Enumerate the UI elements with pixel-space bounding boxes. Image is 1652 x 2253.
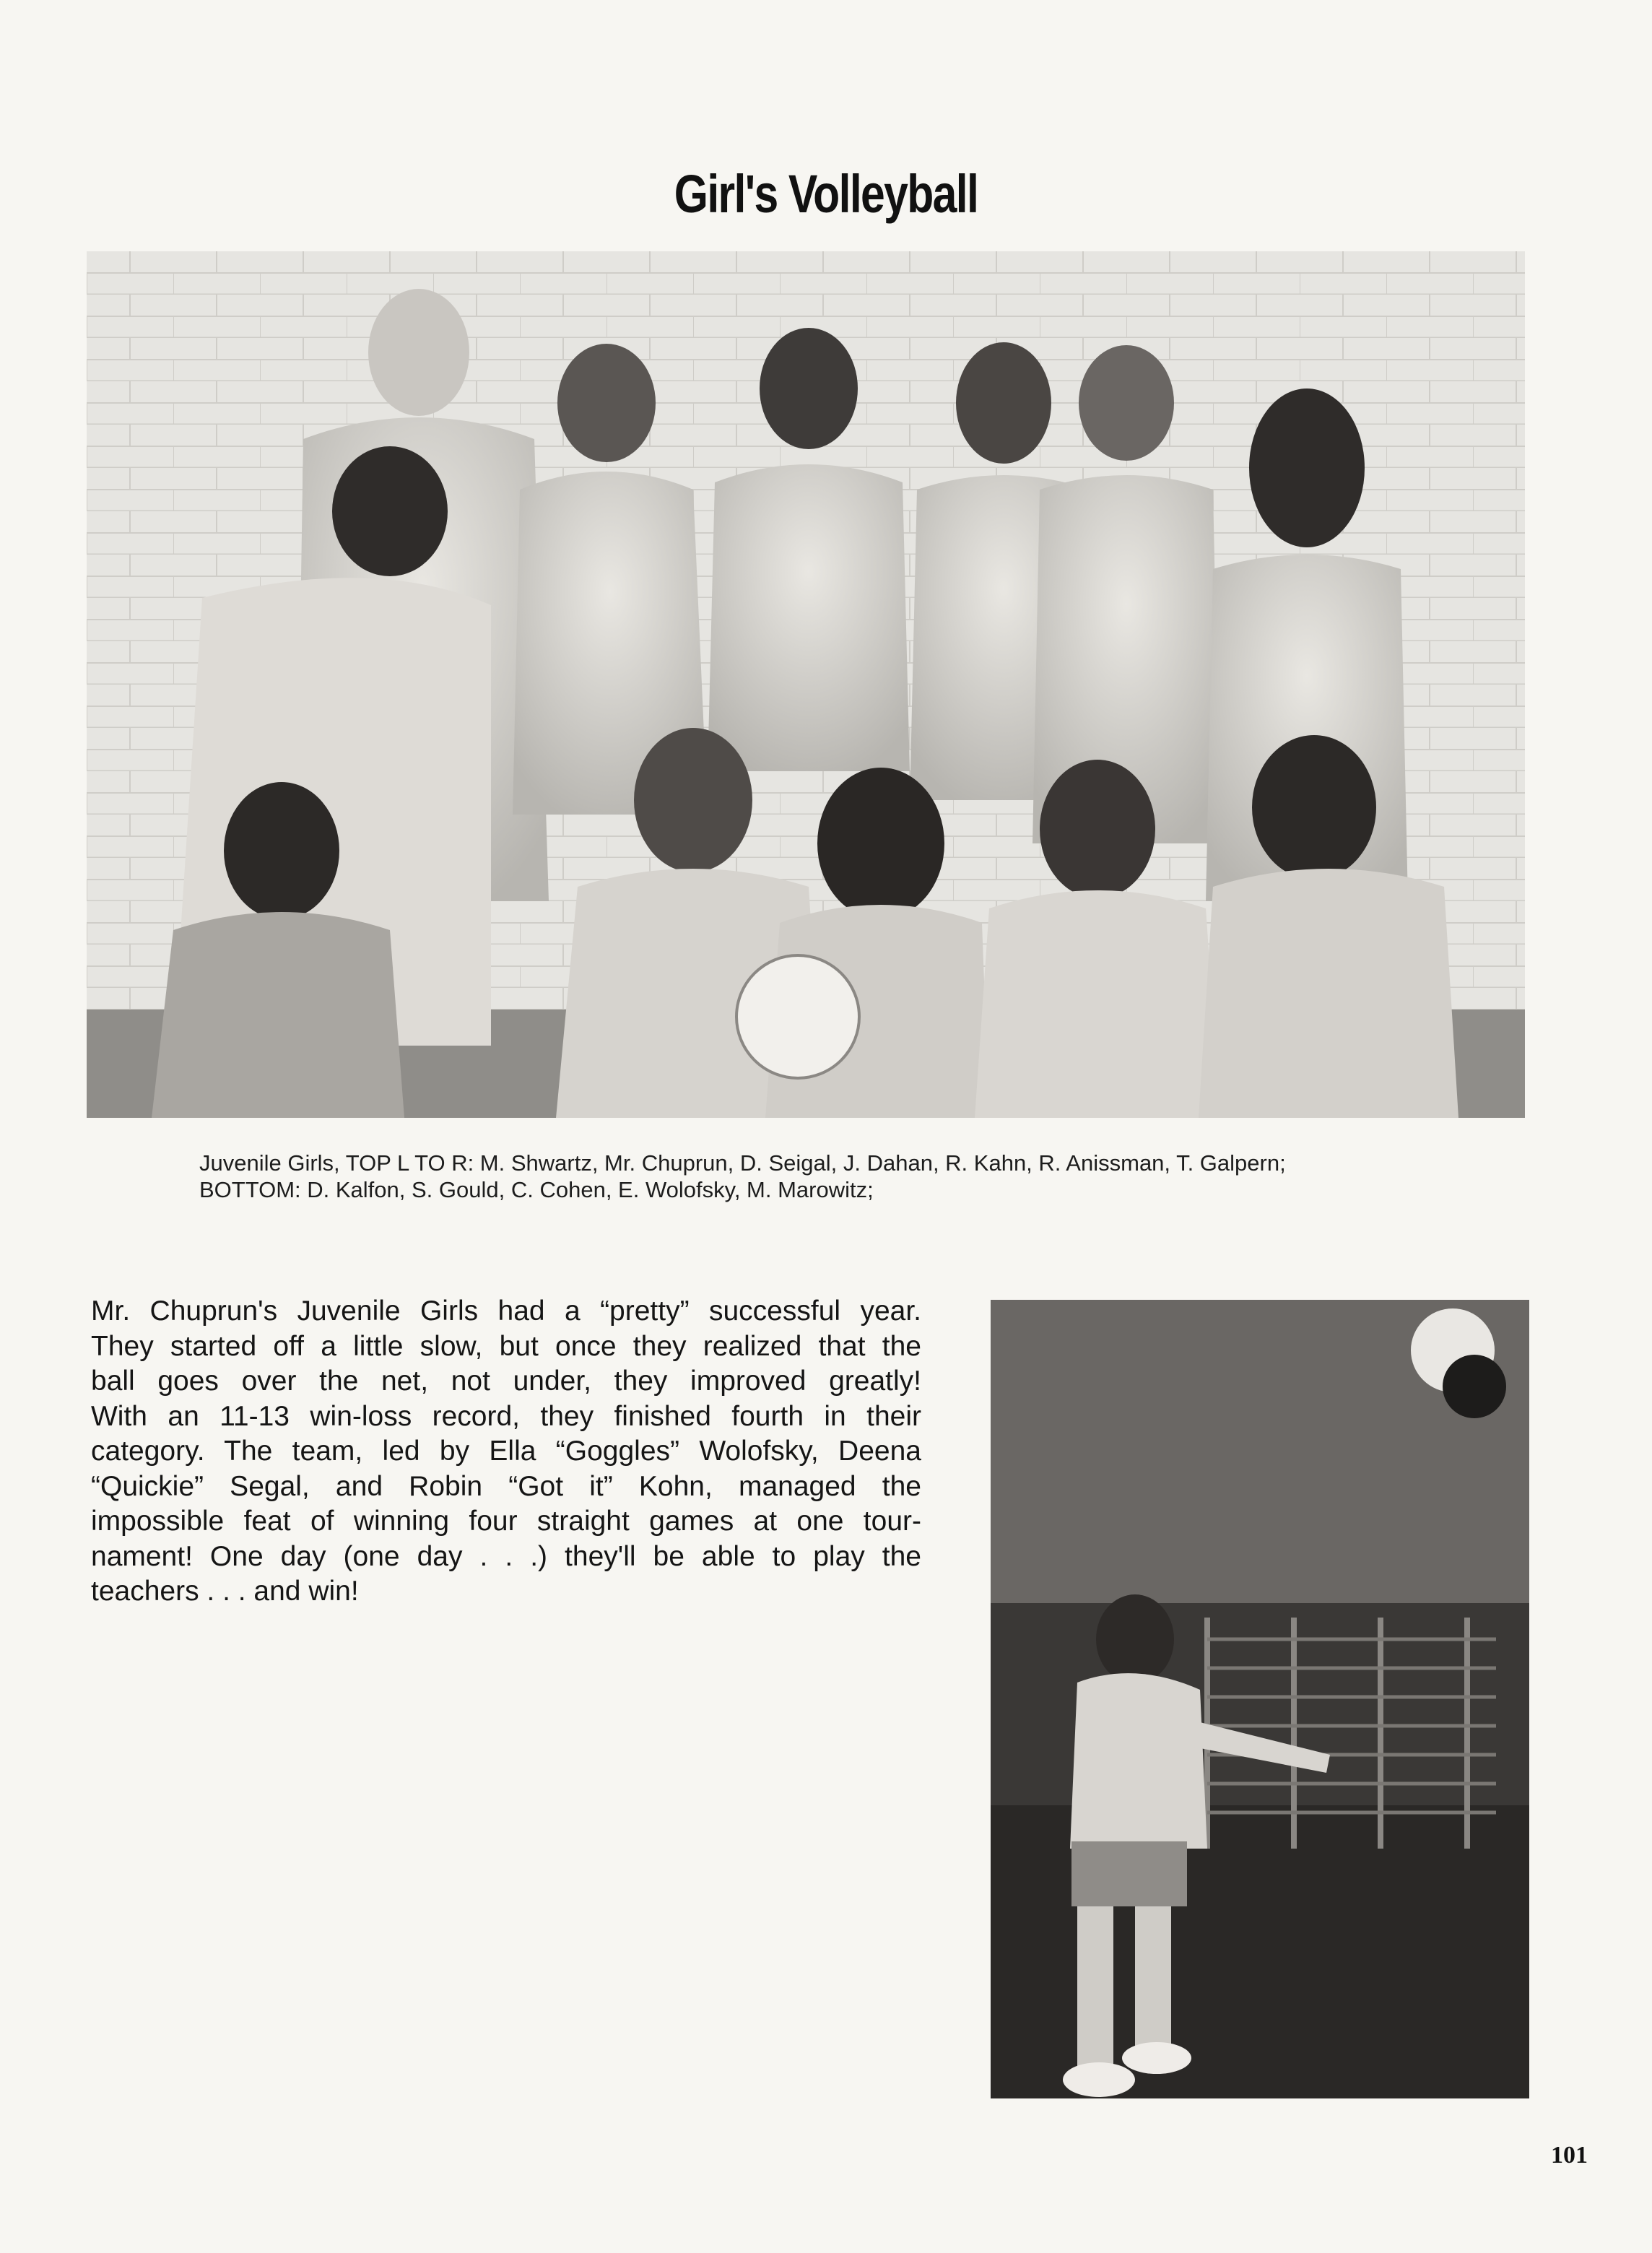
article-line: nament! One day (one day . . .) they'll be able to play the <box>91 1540 921 1572</box>
article-line: impossible feat of winning four straight games at one tour- <box>91 1506 921 1537</box>
action-photo-image <box>991 1300 1529 2098</box>
caption-line-2: BOTTOM: D. Kalfon, S. Gould, C. Cohen, E. Wolofsky, M. Marowitz; <box>199 1177 874 1202</box>
article-text <box>91 1294 921 1610</box>
caption-line-1: Juvenile Girls, TOP L TO R: M. Shwartz, Mr. Chuprun, D. Seigal, J. Dahan, R. Kahn, R. Anissman, T. Galpern; <box>199 1150 1286 1176</box>
article-line: They started off a little slow, but once they realized that the <box>91 1330 921 1362</box>
page-number: 101 <box>1551 2142 1588 2169</box>
article-line: ball goes over the net, not under, they improved greatly! <box>91 1366 921 1397</box>
team-photo-image <box>87 251 1525 1118</box>
article-line: With an 11-13 win-loss record, they finished fourth in their <box>91 1400 921 1432</box>
article-line: category. The team, led by Ella “Goggles” Wolofsky, Deena <box>91 1436 921 1467</box>
article-line: “Quickie” Segal, and Robin “Got it” Kohn, managed the <box>91 1470 921 1502</box>
page-title: Girl's Volleyball <box>674 164 978 224</box>
action-photo <box>991 1300 1529 2098</box>
article-line: Mr. Chuprun's Juvenile Girls had a “pretty” successful year. <box>91 1295 921 1327</box>
article-line: teachers . . . and win! <box>91 1576 359 1607</box>
team-photo <box>87 251 1525 1118</box>
photo-caption <box>199 1150 1492 1203</box>
